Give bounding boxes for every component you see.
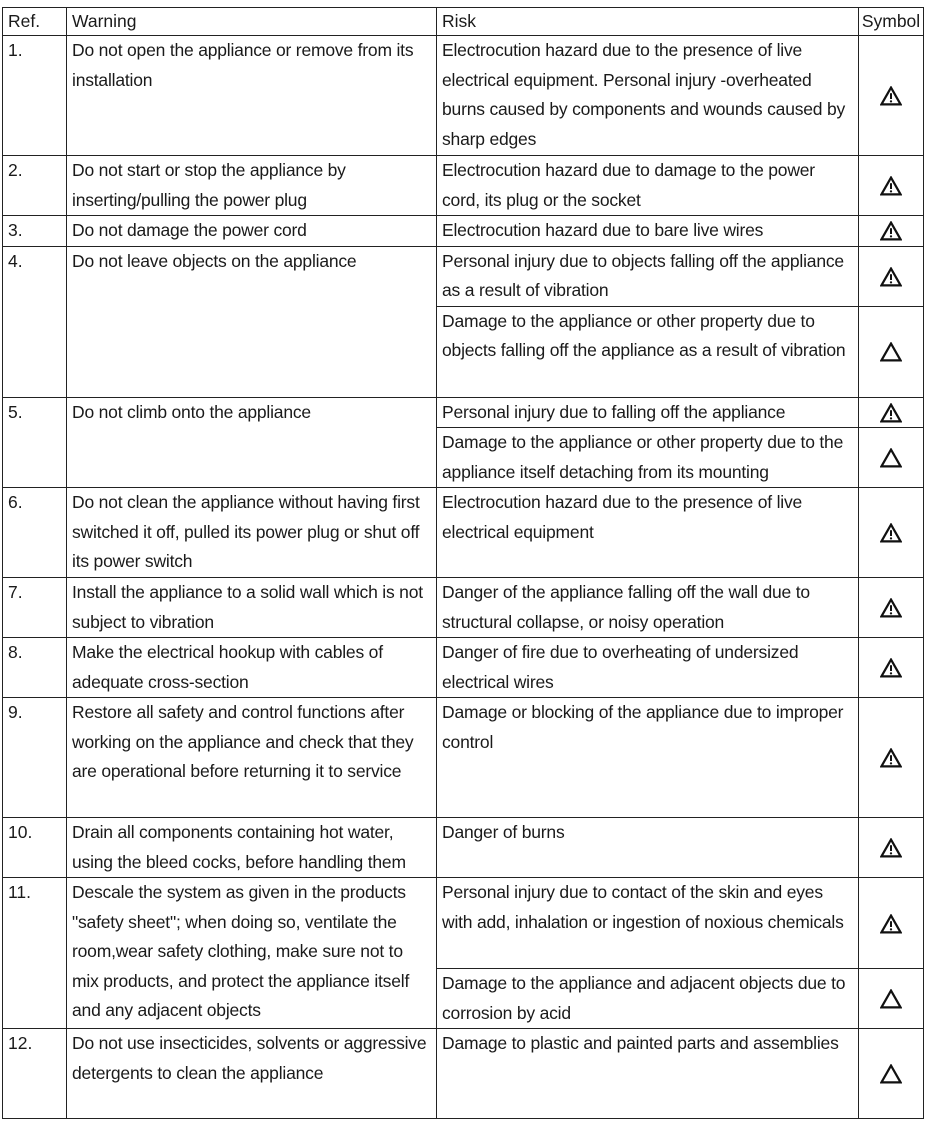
warning-text: Do not leave objects on the appliance (72, 250, 357, 271)
risk-text: Danger of the appliance falling off the wall due to structural collapse, or noisy operation (442, 582, 810, 632)
risk-text: Electrocution hazard due to bare live wires (442, 220, 764, 240)
warning-exclamation-icon (880, 221, 902, 241)
warning-exclamation-icon (880, 523, 902, 543)
warning-text: Descale the system as given in the products "safety sheet"; when doing so, ventilate the room,wear safety clothing, make sure not to mix products, and protect the appliance itself and any adjacent objects (72, 882, 410, 1020)
risk-text: Damage or blocking of the appliance due to improper control (442, 702, 844, 752)
warning-triangle-icon (880, 448, 902, 468)
table-header-row (3, 8, 924, 36)
risk-text: Electrocution hazard due to the presence of live electrical equipment (442, 492, 803, 542)
warning-triangle-icon (880, 342, 902, 362)
warning-text: Make the electrical hookup with cables of adequate cross-section (72, 642, 383, 692)
warning-exclamation-icon (880, 403, 902, 423)
warning-cell (67, 878, 437, 1029)
risk-cell (437, 488, 859, 578)
symbol-cell (859, 1029, 924, 1119)
table-row (3, 36, 924, 156)
risk-cell (437, 818, 859, 878)
table-row (3, 488, 924, 578)
warning-text: Do not use insecticides, solvents or aggressive detergents to clean the appliance (72, 1033, 427, 1083)
warning-triangle-icon (880, 989, 902, 1009)
symbol-cell (859, 638, 924, 698)
symbol-cell (859, 216, 924, 247)
ref-cell: 2. (3, 156, 67, 216)
warning-cell (67, 216, 437, 247)
table-body (3, 36, 924, 1119)
ref-cell: 11. (3, 878, 67, 1029)
ref-cell: 1. (3, 36, 67, 156)
warning-exclamation-icon (880, 267, 902, 287)
warning-text: Do not start or stop the appliance by inserting/pulling the power plug (72, 160, 346, 210)
warning-exclamation-icon (880, 914, 902, 934)
warning-exclamation-icon (880, 86, 902, 106)
warning-text: Do not climb onto the appliance (72, 401, 311, 422)
warning-cell (67, 246, 437, 397)
table-row (3, 698, 924, 818)
symbol-cell (859, 306, 924, 397)
risk-text: Danger of burns (442, 822, 565, 842)
table-row (3, 156, 924, 216)
warning-cell (67, 1029, 437, 1119)
risk-cell (437, 246, 859, 306)
risk-text: Personal injury due to falling off the appliance (442, 401, 786, 422)
risk-cell (437, 878, 859, 969)
risk-text: Damage to the appliance or other property due to objects falling off the appliance as a result of vibration (442, 310, 846, 360)
ref-cell: 7. (3, 578, 67, 638)
warning-text: Do not clean the appliance without having first switched it off, pulled its power plug or shut off its power switch (72, 492, 420, 571)
risk-text: Damage to the appliance and adjacent objects due to corrosion by acid (442, 973, 846, 1023)
header-risk: Risk (437, 8, 859, 36)
warning-exclamation-icon (880, 598, 902, 618)
warning-exclamation-icon (880, 838, 902, 858)
header-ref: Ref. (3, 8, 67, 36)
risk-text: Personal injury due to contact of the skin and eyes with add, inhalation or ingestion of noxious chemicals (442, 882, 844, 932)
table-row (3, 1029, 924, 1119)
ref-cell: 5. (3, 397, 67, 488)
warning-text: Do not damage the power cord (72, 220, 307, 240)
header-warning: Warning (67, 8, 437, 36)
risk-text: Personal injury due to objects falling off the appliance as a result of vibration (442, 250, 844, 300)
warning-text: Drain all components containing hot water, using the bleed cocks, before handling them (72, 822, 406, 872)
ref-cell: 10. (3, 818, 67, 878)
table-row (3, 638, 924, 698)
warning-text: Do not open the appliance or remove from its installation (72, 40, 414, 90)
symbol-cell (859, 818, 924, 878)
warning-exclamation-icon (880, 748, 902, 768)
table-row (3, 397, 924, 428)
symbol-cell (859, 488, 924, 578)
warning-cell (67, 397, 437, 488)
risk-cell (437, 578, 859, 638)
warning-cell (67, 36, 437, 156)
warning-cell (67, 156, 437, 216)
table-row (3, 216, 924, 247)
symbol-cell (859, 246, 924, 306)
risk-cell (437, 638, 859, 698)
warning-exclamation-icon (880, 658, 902, 678)
risk-cell (437, 1029, 859, 1119)
symbol-cell (859, 878, 924, 969)
warning-cell (67, 698, 437, 818)
risk-cell (437, 969, 859, 1029)
risk-text: Electrocution hazard due to the presence of live electrical equipment. Personal injury -overheated burns caused by components and wounds caused by sharp edges (442, 40, 846, 149)
header-symbol: Symbol (859, 8, 924, 36)
warning-cell (67, 818, 437, 878)
risk-cell (437, 428, 859, 488)
symbol-cell (859, 698, 924, 818)
warning-text: Install the appliance to a solid wall which is not subject to vibration (72, 582, 423, 632)
risk-text: Damage to the appliance or other property due to the appliance itself detaching from its mounting (442, 432, 844, 482)
symbol-cell (859, 578, 924, 638)
risk-text: Damage to plastic and painted parts and assemblies (442, 1033, 839, 1053)
ref-cell: 12. (3, 1029, 67, 1119)
risk-cell (437, 306, 859, 397)
risk-cell (437, 216, 859, 247)
ref-cell: 8. (3, 638, 67, 698)
ref-cell: 3. (3, 216, 67, 247)
risk-text: Electrocution hazard due to damage to the power cord, its plug or the socket (442, 160, 815, 210)
risk-cell (437, 698, 859, 818)
warning-cell (67, 638, 437, 698)
warning-text: Restore all safety and control functions after working on the appliance and check that they are operational before returning it to service (72, 702, 414, 781)
symbol-cell (859, 428, 924, 488)
table-row (3, 878, 924, 969)
risk-cell (437, 156, 859, 216)
safety-warnings-table (2, 7, 924, 1119)
warning-triangle-icon (880, 1064, 902, 1084)
ref-cell: 9. (3, 698, 67, 818)
table-row (3, 818, 924, 878)
warning-cell (67, 488, 437, 578)
symbol-cell (859, 969, 924, 1029)
risk-cell (437, 36, 859, 156)
risk-text: Danger of fire due to overheating of undersized electrical wires (442, 642, 799, 692)
ref-cell: 6. (3, 488, 67, 578)
risk-cell (437, 397, 859, 428)
symbol-cell (859, 156, 924, 216)
warning-cell (67, 578, 437, 638)
table-row (3, 246, 924, 306)
table-row (3, 578, 924, 638)
symbol-cell (859, 36, 924, 156)
symbol-cell (859, 397, 924, 428)
ref-cell: 4. (3, 246, 67, 397)
warning-exclamation-icon (880, 176, 902, 196)
